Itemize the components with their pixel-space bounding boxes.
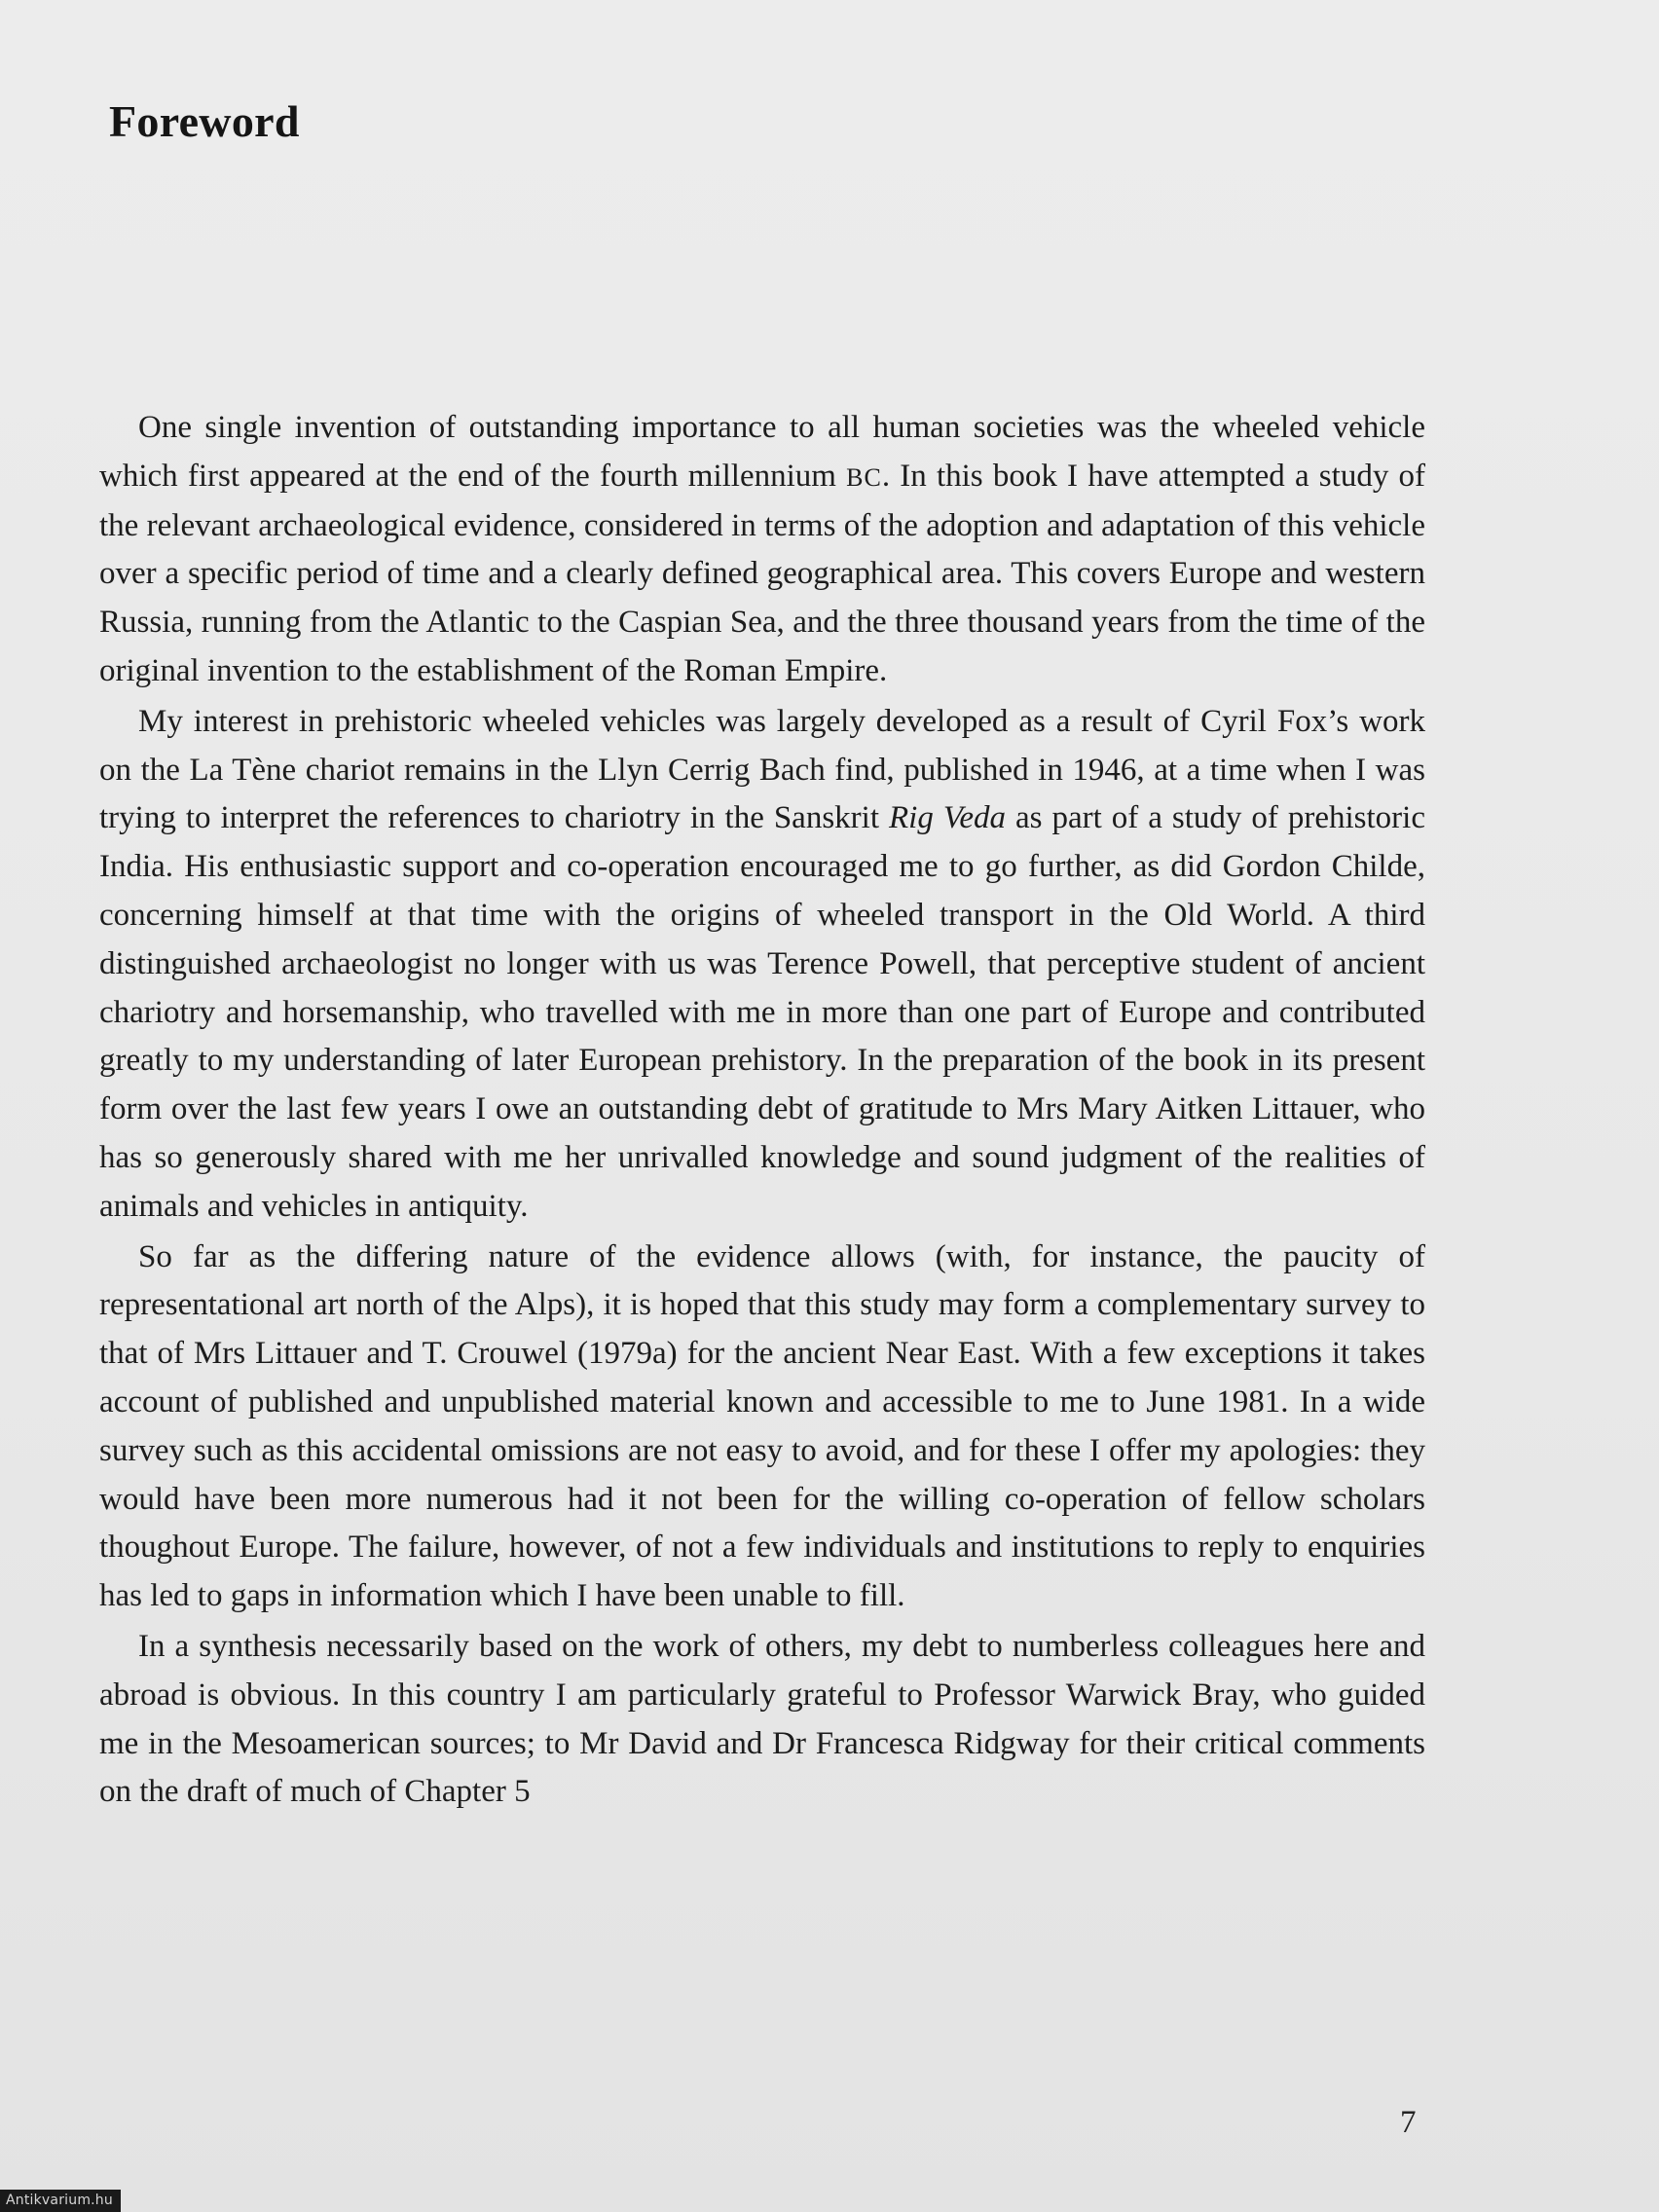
paragraph-2 bbox=[99, 698, 1425, 1232]
paragraph-2-text-a: My interest in prehistoric wheeled vehicles was largely developed as a result of Cyril Fox’s work on the La Tène chariot remains in the Llyn Cerrig Bach find, published in 1946, at a time when I was trying to interpret the references to chariotry in the Sanskrit bbox=[99, 703, 1425, 836]
paragraph-1-text-a: One single invention of outstanding importance to all human societies was the wheeled vehicle which first appeared at the end of the fourth millennium bbox=[99, 410, 1425, 494]
page-title: Foreword bbox=[109, 96, 300, 146]
paragraph-4: In a synthesis necessarily based on the work of others, my debt to numberless colleagues here and abroad is obvious. In this country I am particularly grateful to Professor Warwick Bray, who guided me in the Mesoamerican sources; to Mr David and Dr Francesca Ridgway for their critical comments on the draft of much of Chapter 5 bbox=[99, 1628, 1425, 1810]
paragraph-1-text-b: . In this book I have attempted a study of the relevant archaeological evidence, considered in terms of the adoption and adaptation of this vehicle over a specific period of time and a clearly defined geographical area. This covers Europe and western Russia, running from the Atlantic to the Caspian Sea, and the three thousand years from the time of the original invention to the establishment of the Roman Empire. bbox=[99, 458, 1425, 688]
page-number: 7 bbox=[1400, 2105, 1417, 2140]
body-text bbox=[99, 404, 1425, 1817]
paragraph-3: So far as the differing nature of the evidence allows (with, for instance, the paucity of representational art north of the Alps), it is hoped that this study may form a complementary survey to that of Mrs Littauer and T. Crouwel (1979a) for the ancient Near East. With a few exceptions it takes account of published and unpublished material known and accessible to me to June 1981. In a wide survey such as this accidental omissions are not easy to avoid, and for these I offer my apologies: they would have been more numerous had it not been for the willing co-operation of fellow scholars thoughout Europe. The failure, however, of not a few individuals and institutions to reply to enquiries has led to gaps in information which I have been unable to fill. bbox=[99, 1238, 1425, 1614]
paragraph-2-text-b: as part of a study of prehistoric India. His enthusiastic support and co-operation encouraged me to go further, as did Gordon Childe, concerning himself at that time with the origins of wheeled transport in the Old World. A third distinguished archaeologist no longer with us was Terence Powell, that perceptive student of ancient chariotry and horsemanship, who travelled with me in more than one part of Europe and contributed greatly to my understanding of later European prehistory. In the preparation of the book in its present form over the last few years I owe an outstanding debt of gratitude to Mrs Mary Aitken Littauer, who has so generously shared with me her unrivalled knowledge and sound judgment of the realities of animals and vehicles in antiquity. bbox=[99, 800, 1425, 1224]
book-title-italic: Rig Veda bbox=[889, 800, 1006, 836]
era-abbreviation: BC bbox=[846, 462, 882, 492]
paragraph-1 bbox=[99, 404, 1425, 696]
watermark: Antikvarium.hu bbox=[0, 2190, 121, 2212]
